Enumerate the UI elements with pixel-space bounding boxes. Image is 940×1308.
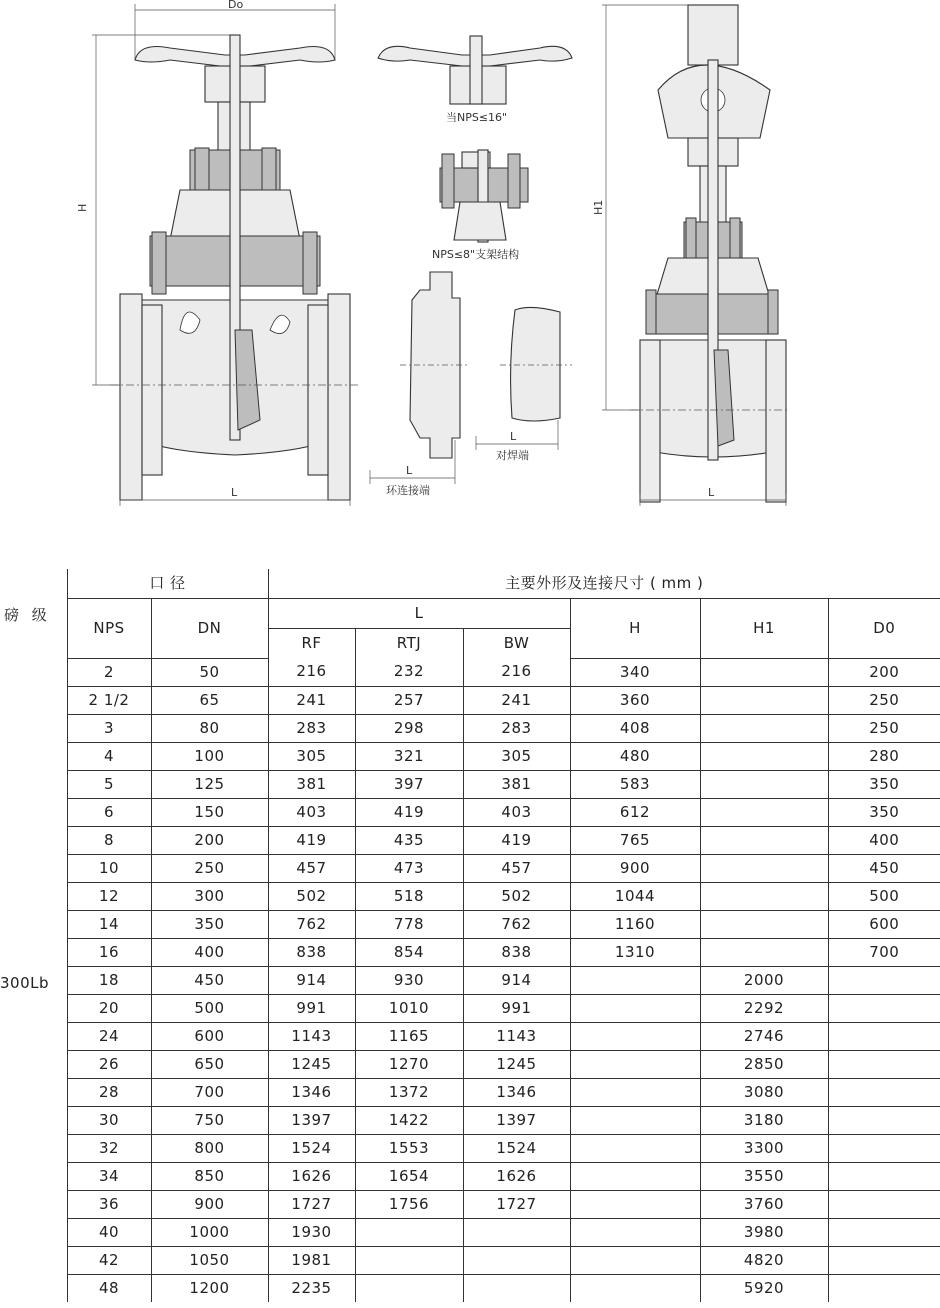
cell-d0 (828, 1134, 940, 1162)
cell-h (570, 1134, 700, 1162)
table-row (0, 770, 940, 798)
note-nps-8-bracket: NPS≤8"支架结构 (432, 248, 520, 261)
cell-bw: 1727 (463, 1190, 570, 1218)
class-spacer (0, 1134, 67, 1162)
bw-end-label: 对焊端 (496, 449, 529, 462)
cell-rf: 1397 (268, 1106, 355, 1134)
table-row (0, 658, 940, 686)
bw-end-detail (476, 307, 572, 462)
cell-dn: 80 (151, 714, 268, 742)
table-row (0, 1050, 940, 1078)
cell-h (570, 1218, 700, 1246)
cell-h1: 5920 (700, 1274, 828, 1302)
d0-header: D0 (828, 599, 940, 659)
class-spacer (0, 910, 67, 938)
cell-dn: 200 (151, 826, 268, 854)
cell-dn: 800 (151, 1134, 268, 1162)
h1-header: H1 (700, 599, 828, 659)
table-row (0, 1190, 940, 1218)
cell-rtj: 1010 (355, 994, 463, 1022)
cell-rtj: 321 (355, 742, 463, 770)
table-row (0, 910, 940, 938)
class-spacer (0, 938, 67, 966)
cell-d0: 500 (828, 882, 940, 910)
cell-rtj: 397 (355, 770, 463, 798)
rtj-end-detail (370, 272, 468, 497)
cell-bw: 914 (463, 966, 570, 994)
cell-rf: 1524 (268, 1134, 355, 1162)
table-row (0, 1246, 940, 1274)
cell-dn: 250 (151, 854, 268, 882)
cell-nps: 6 (67, 798, 151, 826)
cell-nps: 26 (67, 1050, 151, 1078)
cell-nps: 12 (67, 882, 151, 910)
cell-dn: 850 (151, 1162, 268, 1190)
cell-h1: 3300 (700, 1134, 828, 1162)
dimension-table (0, 569, 940, 1302)
rtj-header: RTJ (355, 629, 463, 659)
cell-h1: 3980 (700, 1218, 828, 1246)
cell-h1: 3550 (700, 1162, 828, 1190)
cell-h (570, 1050, 700, 1078)
table-row (0, 994, 940, 1022)
cell-nps: 32 (67, 1134, 151, 1162)
cell-rtj: 232 (355, 658, 463, 686)
cell-h1 (700, 686, 828, 714)
cell-nps: 28 (67, 1078, 151, 1106)
class-spacer (0, 1274, 67, 1302)
cell-h1: 3180 (700, 1106, 828, 1134)
cell-bw: 838 (463, 938, 570, 966)
cell-d0 (828, 1246, 940, 1274)
cell-h (570, 1106, 700, 1134)
cell-rf: 838 (268, 938, 355, 966)
class-spacer (0, 994, 67, 1022)
table-row (0, 1218, 940, 1246)
cell-rtj: 1654 (355, 1162, 463, 1190)
cell-d0: 400 (828, 826, 940, 854)
cell-dn: 700 (151, 1078, 268, 1106)
cell-rf: 305 (268, 742, 355, 770)
cell-rf: 1626 (268, 1162, 355, 1190)
cell-h1 (700, 658, 828, 686)
class-spacer (0, 1078, 67, 1106)
cell-nps: 18 (67, 966, 151, 994)
cell-rf: 1143 (268, 1022, 355, 1050)
class-spacer (0, 1246, 67, 1274)
cell-nps: 8 (67, 826, 151, 854)
cell-rtj (355, 1246, 463, 1274)
table-row (0, 742, 940, 770)
cell-rtj: 1372 (355, 1078, 463, 1106)
class-spacer (0, 1022, 67, 1050)
cell-dn: 750 (151, 1106, 268, 1134)
cell-d0: 350 (828, 798, 940, 826)
table-row (0, 798, 940, 826)
cell-rtj: 298 (355, 714, 463, 742)
geared-valve (592, 5, 790, 506)
main-valve (76, 0, 358, 506)
cell-bw: 457 (463, 854, 570, 882)
cell-dn: 650 (151, 1050, 268, 1078)
rf-header: RF (268, 629, 355, 659)
cell-nps: 36 (67, 1190, 151, 1218)
cell-h (570, 1246, 700, 1274)
rtj-end-label: 环连接端 (386, 484, 430, 497)
cell-bw: 419 (463, 826, 570, 854)
dim-l-label: L (231, 486, 238, 499)
cell-dn: 1050 (151, 1246, 268, 1274)
dn-header: DN (151, 599, 268, 659)
cell-dn: 900 (151, 1190, 268, 1218)
class-spacer (0, 714, 67, 742)
class-spacer (0, 826, 67, 854)
cell-d0 (828, 1162, 940, 1190)
cell-dn: 400 (151, 938, 268, 966)
cell-rtj (355, 1218, 463, 1246)
bw-header: BW (463, 629, 570, 659)
cell-d0: 250 (828, 714, 940, 742)
l-header: L (268, 599, 570, 629)
cell-h1 (700, 714, 828, 742)
nps-header: NPS (67, 599, 151, 659)
cell-bw: 305 (463, 742, 570, 770)
table-row (0, 1106, 940, 1134)
cell-d0 (828, 1274, 940, 1302)
cell-rf: 991 (268, 994, 355, 1022)
cell-h: 360 (570, 686, 700, 714)
cell-h1: 2746 (700, 1022, 828, 1050)
cell-rf: 502 (268, 882, 355, 910)
main-dims-header: 主要外形及连接尺寸 ( mm ) (268, 569, 940, 599)
table-row (0, 882, 940, 910)
cell-h: 480 (570, 742, 700, 770)
cell-h1 (700, 854, 828, 882)
cell-rtj: 1422 (355, 1106, 463, 1134)
cell-d0: 450 (828, 854, 940, 882)
cell-nps: 10 (67, 854, 151, 882)
table-row (0, 826, 940, 854)
cell-rf: 216 (268, 658, 355, 686)
cell-h1 (700, 770, 828, 798)
note-nps-16: 当NPS≤16" (446, 111, 508, 124)
cell-d0: 200 (828, 658, 940, 686)
bracket-detail (432, 150, 528, 261)
cell-rtj: 518 (355, 882, 463, 910)
cell-rf: 1245 (268, 1050, 355, 1078)
table-row (0, 854, 940, 882)
cell-dn: 300 (151, 882, 268, 910)
bore-header: 口 径 (67, 569, 268, 599)
pressure-class-label: 300Lb (0, 974, 50, 992)
cell-dn: 125 (151, 770, 268, 798)
cell-h1: 3080 (700, 1078, 828, 1106)
dim-h1-label: H1 (592, 199, 605, 215)
cell-h (570, 1162, 700, 1190)
cell-h1: 3760 (700, 1190, 828, 1218)
cell-nps: 3 (67, 714, 151, 742)
table-row (0, 686, 940, 714)
cell-h (570, 1190, 700, 1218)
cell-dn: 65 (151, 686, 268, 714)
cell-rtj: 419 (355, 798, 463, 826)
cell-d0 (828, 1190, 940, 1218)
cell-rf: 1981 (268, 1246, 355, 1274)
cell-dn: 450 (151, 966, 268, 994)
class-spacer (0, 1190, 67, 1218)
cell-rf: 2235 (268, 1274, 355, 1302)
cell-h (570, 966, 700, 994)
h-header: H (570, 599, 700, 659)
cell-h: 765 (570, 826, 700, 854)
cell-h (570, 994, 700, 1022)
left-end-flange (120, 294, 142, 500)
cell-d0: 350 (828, 770, 940, 798)
cell-dn: 1200 (151, 1274, 268, 1302)
gear-actuator-cap (688, 5, 738, 65)
dim-l-rtj: L (406, 464, 413, 477)
cell-nps: 2 1/2 (67, 686, 151, 714)
cell-bw: 991 (463, 994, 570, 1022)
cell-dn: 50 (151, 658, 268, 686)
cell-h: 612 (570, 798, 700, 826)
cell-h (570, 1274, 700, 1302)
cell-d0 (828, 966, 940, 994)
cell-rtj: 1270 (355, 1050, 463, 1078)
cell-h: 900 (570, 854, 700, 882)
cell-nps: 42 (67, 1246, 151, 1274)
cell-dn: 100 (151, 742, 268, 770)
cell-h (570, 1022, 700, 1050)
cell-d0: 250 (828, 686, 940, 714)
cell-nps: 20 (67, 994, 151, 1022)
handwheel-detail (378, 36, 572, 124)
cell-bw: 1397 (463, 1106, 570, 1134)
cell-rf: 457 (268, 854, 355, 882)
cell-rf: 283 (268, 714, 355, 742)
cell-h1 (700, 826, 828, 854)
table-row (0, 938, 940, 966)
cell-bw: 403 (463, 798, 570, 826)
cell-h1 (700, 882, 828, 910)
cell-bw (463, 1246, 570, 1274)
cell-h: 1310 (570, 938, 700, 966)
class-spacer (0, 686, 67, 714)
cell-d0: 600 (828, 910, 940, 938)
cell-rtj: 1165 (355, 1022, 463, 1050)
cell-dn: 1000 (151, 1218, 268, 1246)
cell-d0 (828, 1078, 940, 1106)
cell-bw: 1143 (463, 1022, 570, 1050)
cell-rtj: 854 (355, 938, 463, 966)
cell-h1 (700, 742, 828, 770)
cell-d0 (828, 1050, 940, 1078)
cell-nps: 5 (67, 770, 151, 798)
cell-bw: 381 (463, 770, 570, 798)
valve-drawing (0, 0, 940, 520)
cell-rtj: 1756 (355, 1190, 463, 1218)
cell-nps: 4 (67, 742, 151, 770)
cell-rtj: 435 (355, 826, 463, 854)
cell-h: 1044 (570, 882, 700, 910)
cell-bw: 283 (463, 714, 570, 742)
cell-rf: 1727 (268, 1190, 355, 1218)
class-spacer (0, 798, 67, 826)
cell-rf: 381 (268, 770, 355, 798)
cell-bw: 241 (463, 686, 570, 714)
cell-h1 (700, 938, 828, 966)
cell-nps: 24 (67, 1022, 151, 1050)
class-spacer (0, 770, 67, 798)
cell-d0 (828, 1106, 940, 1134)
cell-bw: 1245 (463, 1050, 570, 1078)
cell-rf: 762 (268, 910, 355, 938)
cell-bw (463, 1218, 570, 1246)
cell-d0 (828, 1022, 940, 1050)
cell-nps: 30 (67, 1106, 151, 1134)
cell-rtj: 257 (355, 686, 463, 714)
cell-d0 (828, 994, 940, 1022)
cell-rtj: 778 (355, 910, 463, 938)
cell-bw: 216 (463, 658, 570, 686)
cell-d0: 280 (828, 742, 940, 770)
cell-h1: 4820 (700, 1246, 828, 1274)
cell-rtj (355, 1274, 463, 1302)
cell-dn: 600 (151, 1022, 268, 1050)
cell-rtj: 930 (355, 966, 463, 994)
cell-h1: 2850 (700, 1050, 828, 1078)
table-row (0, 966, 940, 994)
table-row (0, 714, 940, 742)
cell-dn: 150 (151, 798, 268, 826)
cell-rf: 403 (268, 798, 355, 826)
class-spacer (0, 1162, 67, 1190)
class-spacer (0, 1218, 67, 1246)
cell-rf: 914 (268, 966, 355, 994)
cell-h: 1160 (570, 910, 700, 938)
cell-dn: 350 (151, 910, 268, 938)
dim-do-label: Do (228, 0, 244, 11)
cell-bw: 502 (463, 882, 570, 910)
class-spacer (0, 658, 67, 686)
class-spacer (0, 1106, 67, 1134)
drawing-canvas (0, 0, 940, 520)
cell-rf: 419 (268, 826, 355, 854)
cell-dn: 500 (151, 994, 268, 1022)
table-row (0, 1078, 940, 1106)
table-row (0, 1274, 940, 1302)
dim-l-bw: L (510, 430, 517, 443)
class-header: 磅 级 (4, 606, 51, 624)
cell-nps: 40 (67, 1218, 151, 1246)
cell-h: 583 (570, 770, 700, 798)
class-spacer (0, 882, 67, 910)
cell-rtj: 1553 (355, 1134, 463, 1162)
cell-nps: 48 (67, 1274, 151, 1302)
cell-h1: 2000 (700, 966, 828, 994)
cell-bw: 1626 (463, 1162, 570, 1190)
dim-l-right-label: L (708, 486, 715, 499)
cell-h1: 2292 (700, 994, 828, 1022)
cell-rf: 1930 (268, 1218, 355, 1246)
cell-nps: 2 (67, 658, 151, 686)
cell-d0 (828, 1218, 940, 1246)
cell-h1 (700, 910, 828, 938)
cell-bw: 1524 (463, 1134, 570, 1162)
class-spacer (0, 742, 67, 770)
class-spacer (0, 1050, 67, 1078)
cell-rf: 1346 (268, 1078, 355, 1106)
dimension-rows (0, 658, 940, 1302)
table-row (0, 1162, 940, 1190)
cell-h: 408 (570, 714, 700, 742)
cell-nps: 14 (67, 910, 151, 938)
cell-h (570, 1078, 700, 1106)
cell-rf: 241 (268, 686, 355, 714)
cell-nps: 34 (67, 1162, 151, 1190)
class-spacer (0, 854, 67, 882)
cell-h1 (700, 798, 828, 826)
cell-bw: 1346 (463, 1078, 570, 1106)
cell-nps: 16 (67, 938, 151, 966)
cell-d0: 700 (828, 938, 940, 966)
cell-bw: 762 (463, 910, 570, 938)
cell-rtj: 473 (355, 854, 463, 882)
table-row (0, 1134, 940, 1162)
cell-bw (463, 1274, 570, 1302)
right-end-flange (328, 294, 350, 500)
cell-h: 340 (570, 658, 700, 686)
dim-h-label: H (76, 203, 89, 212)
table-row (0, 1022, 940, 1050)
